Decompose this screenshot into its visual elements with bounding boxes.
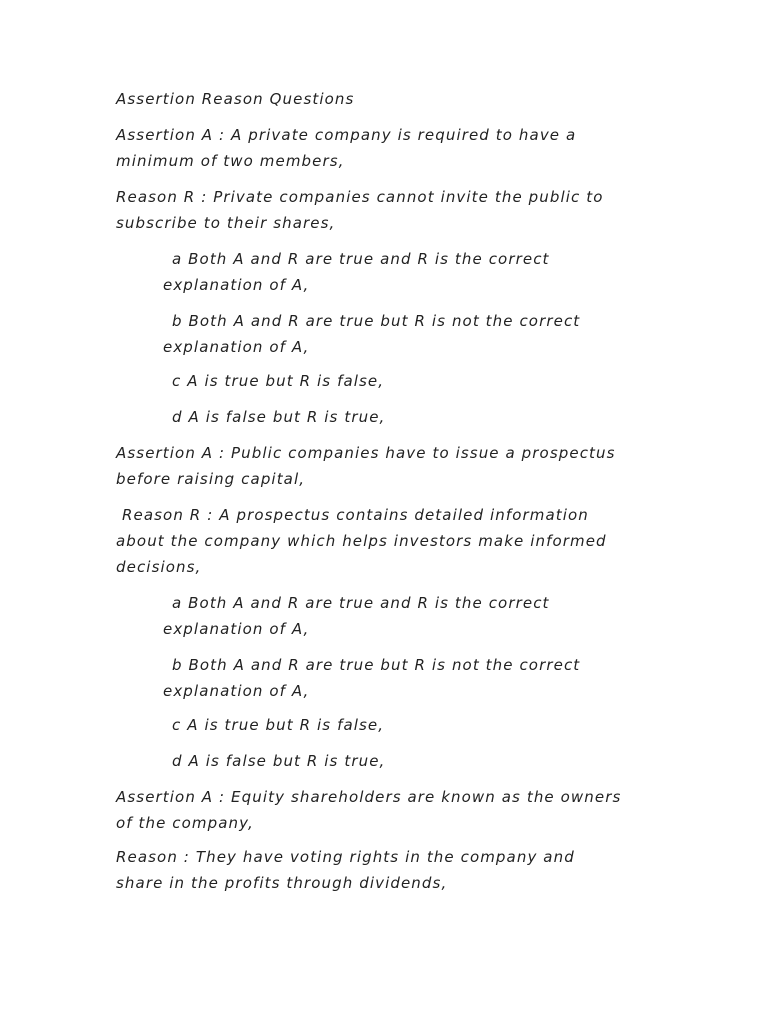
page-title: Assertion Reason Questions [116,90,355,108]
q1-option-a-line-1: a Both A and R are true and R is the correct [172,250,550,268]
q3-reason-line-1: Reason : They have voting rights in the company and [116,848,575,866]
q1-option-b-line-1: b Both A and R are true but R is not the correct [172,312,581,330]
q1-assertion-line-1: Assertion A : A private company is required to have a [116,126,577,144]
q2-option-a-line-2: explanation of A, [163,620,310,638]
q2-reason-line-3: decisions, [116,558,202,576]
q1-option-b-line-2: explanation of A, [163,338,310,356]
q2-reason-line-1: Reason R : A prospectus contains detailed information [122,506,589,524]
q1-option-c: c A is true but R is false, [172,372,385,390]
q1-option-a-line-2: explanation of A, [163,276,310,294]
q2-assertion-line-1: Assertion A : Public companies have to issue a prospectus [116,444,616,462]
q2-assertion-line-2: before raising capital, [116,470,306,488]
q1-assertion-line-2: minimum of two members, [116,152,345,170]
q3-reason-line-2: share in the profits through dividends, [116,874,448,892]
q2-reason-line-2: about the company which helps investors make informed [116,532,607,550]
q1-reason-line-2: subscribe to their shares, [116,214,336,232]
q1-reason-line-1: Reason R : Private companies cannot invite the public to [116,188,604,206]
q2-option-a-line-1: a Both A and R are true and R is the correct [172,594,550,612]
q3-assertion-line-2: of the company, [116,814,254,832]
q3-assertion-line-1: Assertion A : Equity shareholders are known as the owners [116,788,622,806]
q2-option-d: d A is false but R is true, [172,752,386,770]
q2-option-b-line-1: b Both A and R are true but R is not the correct [172,656,581,674]
q2-option-c: c A is true but R is false, [172,716,385,734]
q1-option-d: d A is false but R is true, [172,408,386,426]
q2-option-b-line-2: explanation of A, [163,682,310,700]
